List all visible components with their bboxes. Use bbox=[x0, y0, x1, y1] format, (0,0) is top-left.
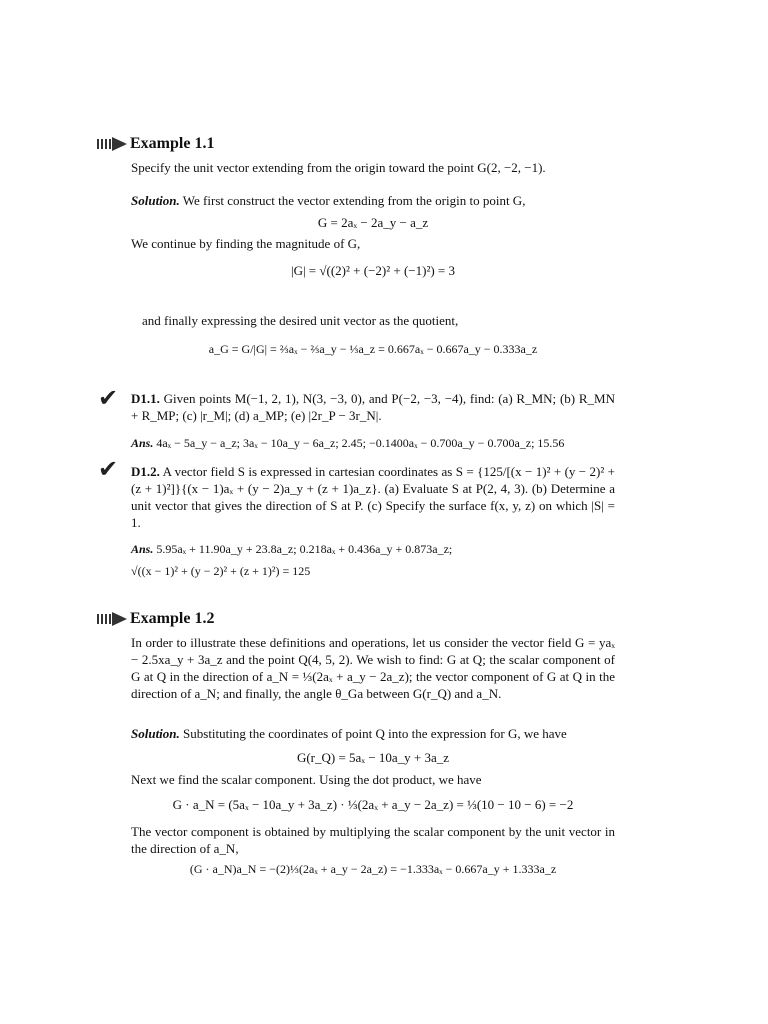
example-1-2-problem: In order to illustrate these definitions and operations, let us consider the vector field G = yaₓ − 2.5xa_y + 3a_z and the point Q(4, 5, 2). We wish to find: G at Q; the scalar component of G at Q in the direction of a_N = ⅓(2aₓ + a_y − 2a_z); the vector component of G at Q in the direction of a_N; and finally, the angle θ_Ga between G(r_Q) and a_N. bbox=[131, 635, 615, 701]
checkmark-icon: ✔ bbox=[98, 384, 119, 412]
equation-g-at-q: G(r_Q) = 5aₓ − 10a_y + 3a_z bbox=[296, 750, 450, 765]
drill-1-2-label: D1.2. bbox=[131, 464, 160, 479]
equation-vector-component: (G · a_N)a_N = −(2)⅓(2aₓ + a_y − 2a_z) = −1.333aₓ − 0.667a_y + 1.333a_z bbox=[189, 862, 557, 876]
answer-label: Ans. bbox=[131, 436, 154, 450]
drill-1-2 bbox=[131, 463, 615, 531]
drill-1-1-text: Given points M(−1, 2, 1), N(3, −3, 0), and P(−2, −3, −4), find: (a) R_MN; (b) R_MN + R_MP; (c) |r_M|; (d) a_MP; (e) |2r_P − 3r_N|. bbox=[131, 391, 615, 423]
scalar-text: Next we find the scalar component. Using the dot product, we have bbox=[131, 772, 482, 787]
magnitude-text: We continue by finding the magnitude of G, bbox=[131, 236, 361, 251]
arrow-icon bbox=[97, 137, 127, 151]
equation-g: G = 2aₓ − 2a_y − a_z bbox=[317, 215, 429, 230]
final-text: and finally expressing the desired unit vector as the quotient, bbox=[142, 313, 459, 328]
solution-text: Substituting the coordinates of point Q into the expression for G, we have bbox=[179, 726, 567, 741]
answer-label: Ans. bbox=[131, 542, 154, 556]
example-1-2-solution bbox=[131, 726, 567, 742]
checkmark-icon: ✔ bbox=[98, 455, 119, 483]
example-1-1-problem: Specify the unit vector extending from the origin toward the point G(2, −2, −1). bbox=[131, 160, 546, 175]
drill-1-2-text: A vector field S is expressed in cartesian coordinates as S = {125/[(x − 1)² + (y − 2)² + (z + 1)²]}{(x − 1)aₓ + (y − 2)a_y + (z + 1)a_z}. (a) Evaluate S at P(2, 4, 3). (b) Determine a unit vector that gives the direction of S at P. (c) Specify the surface f(x, y, z) on which |S| = 1. bbox=[131, 464, 615, 530]
example-1-1-title: Example 1.1 bbox=[130, 135, 215, 152]
drill-1-1-label: D1.1. bbox=[131, 391, 160, 406]
solution-label: Solution. bbox=[131, 726, 180, 741]
answer-text: 4aₓ − 5a_y − a_z; 3aₓ − 10a_y − 6a_z; 2.45; −0.1400aₓ − 0.700a_y − 0.700a_z; 15.56 bbox=[153, 436, 565, 450]
equation-scalar: G · a_N = (5aₓ − 10a_y + 3a_z) · ⅓(2aₓ + a_y − 2a_z) = ⅓(10 − 10 − 6) = −2 bbox=[172, 797, 574, 812]
equation-unit-vector: a_G = G/|G| = ⅔aₓ − ⅔a_y − ⅓a_z = 0.667aₓ − 0.667a_y − 0.333a_z bbox=[208, 342, 538, 356]
drill-1-2-answer-line-2: √((x − 1)² + (y − 2)² + (z + 1)²) = 125 bbox=[131, 564, 311, 578]
example-1-2-title: Example 1.2 bbox=[130, 610, 215, 627]
equation-magnitude: |G| = √((2)² + (−2)² + (−1)²) = 3 bbox=[290, 263, 456, 278]
drill-1-1 bbox=[131, 390, 615, 424]
vector-text: The vector component is obtained by multiplying the scalar component by the unit vector in the direction of a_N, bbox=[131, 824, 615, 856]
solution-label: Solution. bbox=[131, 193, 180, 208]
example-1-1-heading bbox=[97, 135, 214, 153]
drill-1-2-answer-line-1 bbox=[131, 542, 452, 557]
example-1-1-solution bbox=[131, 193, 525, 209]
solution-text: We first construct the vector extending from the origin to point G, bbox=[179, 193, 526, 208]
answer-text: 5.95aₓ + 11.90a_y + 23.8a_z; 0.218aₓ + 0.436a_y + 0.873a_z; bbox=[153, 542, 453, 556]
arrow-icon bbox=[97, 612, 127, 626]
example-1-2-heading bbox=[97, 610, 214, 628]
drill-1-1-answer bbox=[131, 436, 564, 451]
